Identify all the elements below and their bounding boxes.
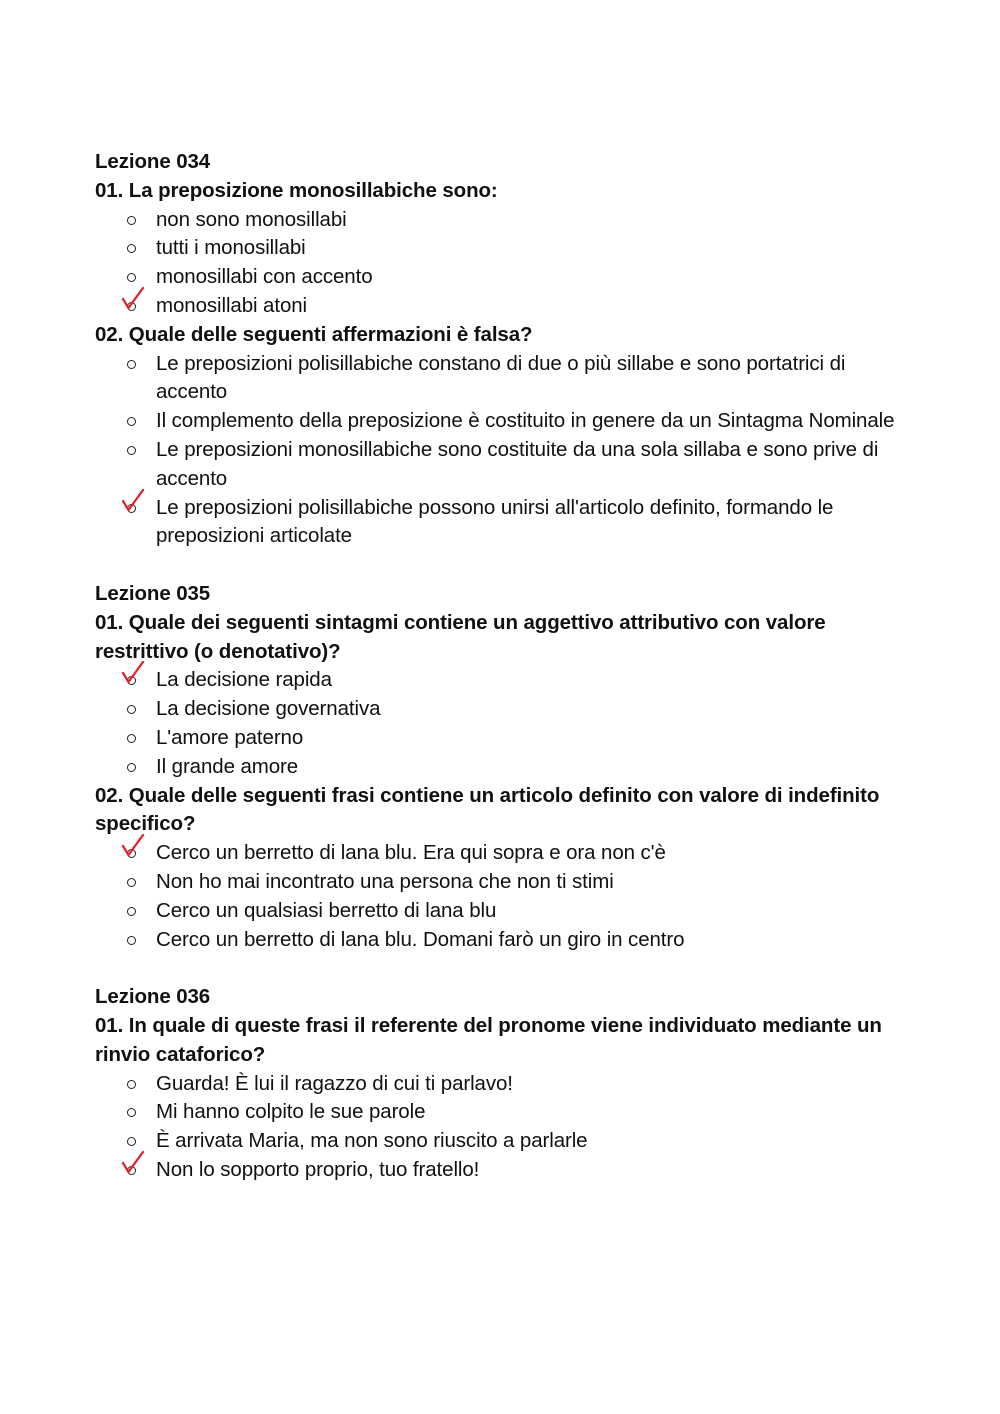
question-text: 01. In quale di queste frasi il referente del pronome viene individuato mediante un rinvio cataforico? <box>95 1013 882 1066</box>
answer-option-text: Le preposizioni polisillabiche constano di due o più sillabe e sono portatrici di accento <box>156 351 846 404</box>
hollow-circle-bullet-icon <box>127 734 136 743</box>
answer-option <box>95 263 910 292</box>
answer-option-text: monosillabi con accento <box>156 265 373 289</box>
answer-option-text: Mi hanno colpito le sue parole <box>156 1100 426 1124</box>
answer-option <box>95 897 910 926</box>
answer-options <box>95 1070 910 1185</box>
answer-option <box>95 666 910 695</box>
answer-option-text: Cerco un berretto di lana blu. Domani farò un giro in centro <box>156 927 685 951</box>
lesson-section <box>95 983 910 1185</box>
answer-option <box>95 1127 910 1156</box>
answer-option-text: La decisione rapida <box>156 668 332 692</box>
answer-option <box>95 926 910 955</box>
answer-option-text: Cerco un qualsiasi berretto di lana blu <box>156 898 497 922</box>
hollow-circle-bullet-icon <box>127 417 136 426</box>
red-checkmark-icon <box>120 286 146 312</box>
answer-option-text: Il grande amore <box>156 754 299 778</box>
lesson-title: Lezione 036 <box>95 985 211 1009</box>
checkmark-stroke <box>123 288 143 308</box>
answer-option <box>95 494 910 552</box>
answer-option <box>95 1098 910 1127</box>
checkmark-stroke <box>123 835 143 855</box>
answer-options <box>95 206 910 321</box>
answer-options <box>95 839 910 954</box>
answer-options <box>95 350 910 552</box>
hollow-circle-bullet-icon <box>127 907 136 916</box>
answer-option-text: Le preposizioni polisillabiche possono unirsi all'articolo definito, formando le preposizioni articolate <box>156 495 834 548</box>
answer-option-text: Il complemento della preposizione è costituito in genere da un Sintagma Nominale <box>156 409 895 433</box>
answer-option-text: Non lo sopporto proprio, tuo fratello! <box>156 1157 480 1181</box>
answer-option-text: L'amore paterno <box>156 725 304 749</box>
hollow-circle-bullet-icon <box>127 216 136 225</box>
checkmark-stroke <box>123 490 143 510</box>
lesson-section <box>95 580 910 954</box>
hollow-circle-bullet-icon <box>127 878 136 887</box>
answer-option <box>95 436 910 494</box>
red-checkmark-icon <box>120 660 146 686</box>
answer-option <box>95 1156 910 1185</box>
hollow-circle-bullet-icon <box>127 360 136 369</box>
answer-option-text: tutti i monosillabi <box>156 236 306 260</box>
answer-option-text: È arrivata Maria, ma non sono riuscito a parlarle <box>156 1129 588 1153</box>
answer-option <box>95 868 910 897</box>
question-text: 01. Quale dei seguenti sintagmi contiene un aggettivo attributivo con valore restrittivo (o denotativo)? <box>95 610 826 663</box>
hollow-circle-bullet-icon <box>127 1080 136 1089</box>
hollow-circle-bullet-icon <box>127 705 136 714</box>
answer-option-text: Le preposizioni monosillabiche sono costituite da una sola sillaba e sono prive di accento <box>156 437 879 490</box>
checkmark-stroke <box>123 662 143 682</box>
hollow-circle-bullet-icon <box>127 1137 136 1146</box>
answer-option <box>95 695 910 724</box>
quiz-content <box>95 148 910 1213</box>
answer-option <box>95 839 910 868</box>
hollow-circle-bullet-icon <box>127 763 136 772</box>
red-checkmark-icon <box>120 833 146 859</box>
answer-option <box>95 1070 910 1099</box>
answer-option <box>95 292 910 321</box>
lesson-section <box>95 148 910 551</box>
lesson-title: Lezione 034 <box>95 150 211 173</box>
answer-option <box>95 350 910 408</box>
hollow-circle-bullet-icon <box>127 1108 136 1117</box>
hollow-circle-bullet-icon <box>127 273 136 282</box>
answer-option-text: Non ho mai incontrato una persona che non ti stimi <box>156 869 614 893</box>
answer-option-text: Cerco un berretto di lana blu. Era qui sopra e ora non c'è <box>156 841 666 865</box>
checkmark-stroke <box>123 1152 143 1172</box>
question-text: 02. Quale delle seguenti frasi contiene un articolo definito con valore di indefinito specifico? <box>95 783 880 836</box>
hollow-circle-bullet-icon <box>127 936 136 945</box>
answer-option-text: non sono monosillabi <box>156 207 347 231</box>
red-checkmark-icon <box>120 488 146 514</box>
hollow-circle-bullet-icon <box>127 244 136 253</box>
answer-option <box>95 724 910 753</box>
answer-option <box>95 753 910 782</box>
lesson-title: Lezione 035 <box>95 581 211 605</box>
question-text: 02. Quale delle seguenti affermazioni è falsa? <box>95 322 533 346</box>
answer-option-text: monosillabi atoni <box>156 293 307 317</box>
answer-option <box>95 407 910 436</box>
question-text: 01. La preposizione monosillabiche sono: <box>95 178 498 202</box>
red-checkmark-icon <box>120 1150 146 1176</box>
answer-option-text: La decisione governativa <box>156 697 381 721</box>
answer-option-text: Guarda! È lui il ragazzo di cui ti parlavo! <box>156 1071 513 1095</box>
hollow-circle-bullet-icon <box>127 446 136 455</box>
answer-option <box>95 206 910 235</box>
answer-options <box>95 666 910 781</box>
answer-option <box>95 234 910 263</box>
